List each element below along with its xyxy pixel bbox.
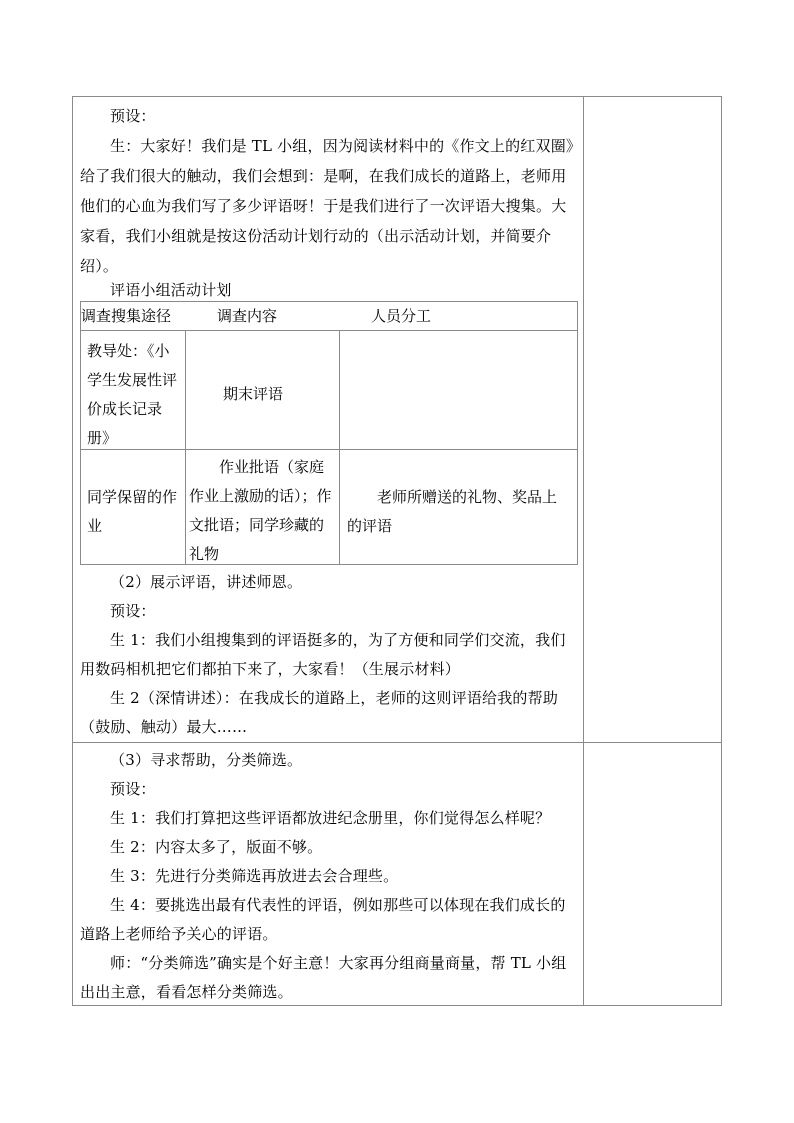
plan-title: 评语小组活动计划 bbox=[110, 281, 232, 299]
plan-row1-content: 期末评语 bbox=[223, 385, 284, 403]
step2-heading: （2）展示评语，讲述师恩。 bbox=[110, 573, 303, 591]
outer-table-top-border bbox=[72, 96, 722, 97]
plan-header-channel: 调查搜集途径 bbox=[81, 307, 172, 325]
outer-table-left-border bbox=[72, 96, 73, 1006]
plan-header-staff: 人员分工 bbox=[371, 307, 432, 325]
block2-student3: 生 3：先进行分类筛选再放进去会合理些。 bbox=[110, 867, 399, 885]
preset-label: 预设： bbox=[110, 107, 156, 125]
plan-header-content: 调查内容 bbox=[217, 307, 278, 325]
outer-table-column-divider bbox=[583, 96, 584, 1006]
preset-label-2: 预设： bbox=[110, 602, 156, 620]
student2-paragraph: 生 2（深情讲述）：在我成长的道路上，老师的这则评语给我的帮助（鼓励、触动）最大…… bbox=[80, 689, 559, 736]
block2-student2: 生 2：内容太多了，版面不够。 bbox=[110, 838, 323, 856]
outer-table-row-divider bbox=[72, 742, 722, 743]
student1-paragraph: 生 1：我们小组搜集到的评语挺多的，为了方便和同学们交流，我们用数码相机把它们都拍下来了，大家看！（生展示材料） bbox=[80, 631, 566, 678]
teacher-paragraph: 师：“分类筛选”确实是个好主意！大家再分组商量商量，帮 TL 小组出出主意，看看怎样分类筛选。 bbox=[80, 954, 567, 1001]
student-intro-paragraph: 生：大家好！我们是 TL 小组，因为阅读材料中的《作文上的红双圈》给了我们很大的触动，我们会想到：是啊，在我们成长的道路上，老师用他们的心血为我们写了多少评语呀！于是我们进行了一次评语大搜集。大家看，我们小组就是按这份活动计划行动的（出示活动计划，并简要介绍）。 bbox=[80, 137, 574, 275]
block2-student1: 生 1：我们打算把这些评语都放进纪念册里，你们觉得怎么样呢？ bbox=[110, 809, 551, 827]
outer-table-right-border bbox=[721, 96, 722, 1006]
plan-table-col-divider-2 bbox=[339, 330, 340, 564]
block1-upper-text bbox=[80, 101, 576, 281]
plan-table-col-divider-1 bbox=[185, 330, 186, 564]
plan-row1-channel: 教导处：《小学生发展性评价成长记录册》 bbox=[87, 342, 178, 447]
plan-row2-content: 作业批语（家庭作业上激励的话）；作文批语；同学珍藏的礼物 bbox=[189, 458, 332, 563]
step3-heading: （3）寻求帮助，分类筛选。 bbox=[110, 751, 303, 769]
plan-row2-channel: 同学保留的作业 bbox=[87, 488, 178, 535]
activity-plan-table bbox=[80, 301, 578, 565]
block1-lower-text bbox=[80, 568, 576, 742]
preset-label-3: 预设： bbox=[110, 780, 156, 798]
plan-row2-staff: 老师所赠送的礼物、奖品上的评语 bbox=[347, 488, 558, 535]
block2-student4: 生 4：要挑选出最有代表性的评语，例如那些可以体现在我们成长的道路上老师给予关心的评语。 bbox=[80, 896, 566, 943]
block2-text bbox=[80, 746, 576, 1007]
